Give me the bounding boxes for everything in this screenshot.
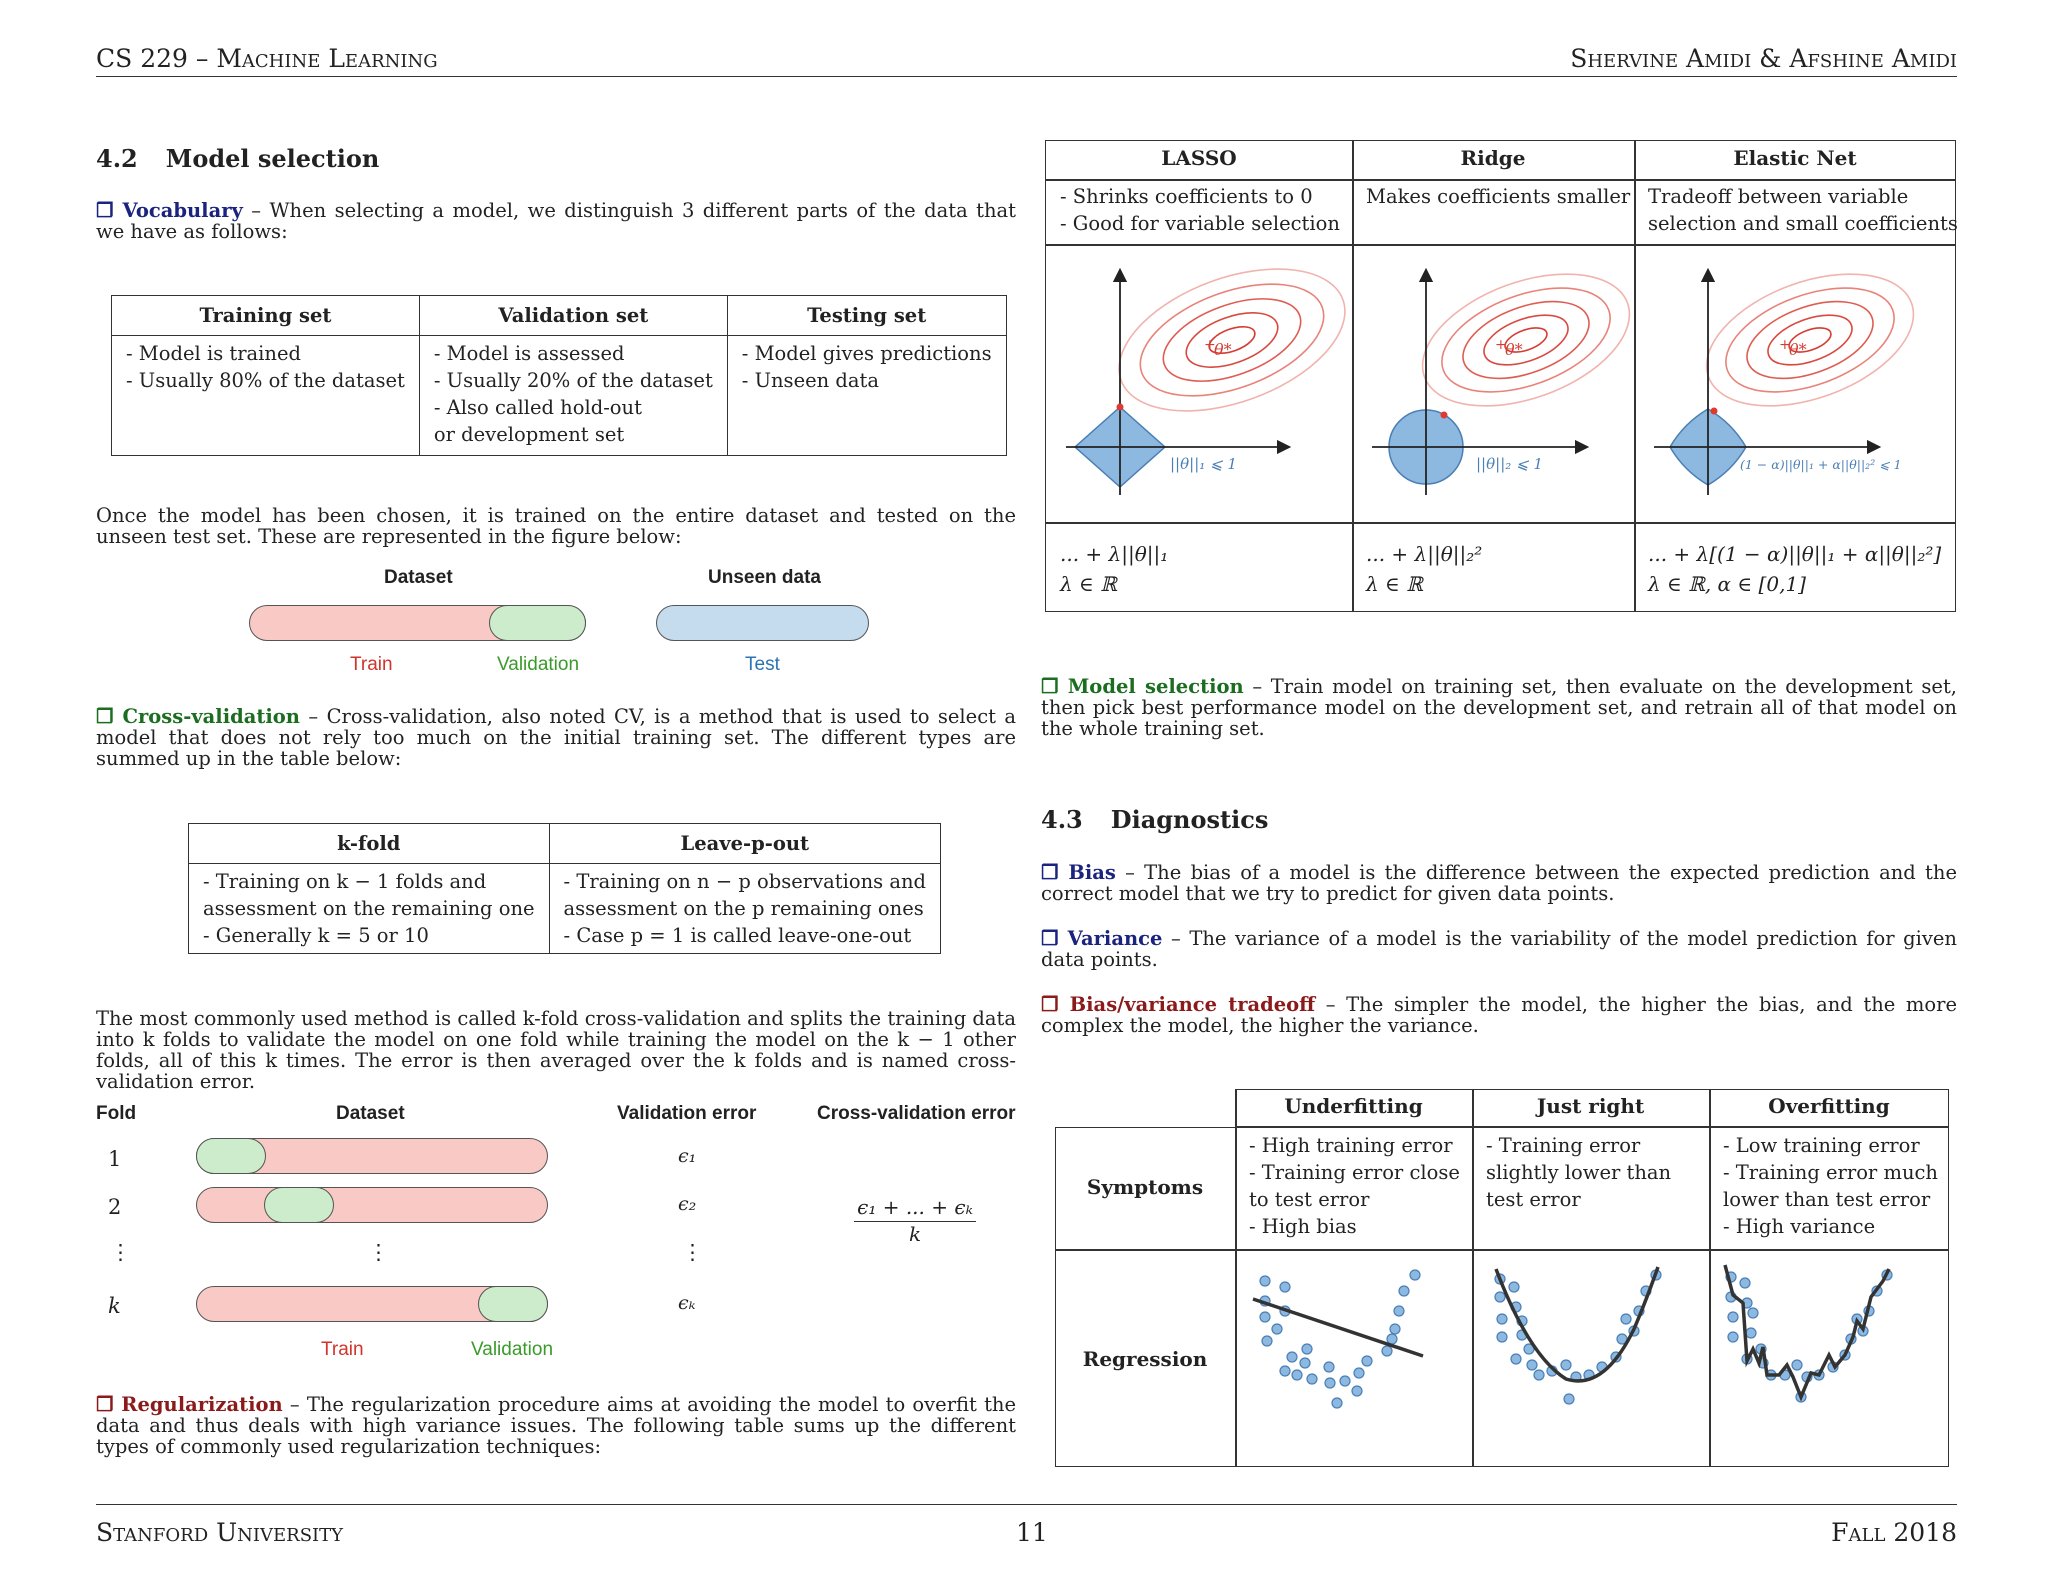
model-selection-paragraph — [1041, 676, 1957, 739]
page-number: 11 — [1016, 1518, 1048, 1547]
cell-training: - Model is trained - Usually 80% of the dataset — [112, 336, 420, 456]
footer-left: Stanford University — [96, 1518, 344, 1547]
th-just-right: Just right — [1536, 1094, 1645, 1118]
th-kfold: k-fold — [189, 824, 550, 864]
cv-term: ❒ Cross-validation — [96, 705, 300, 728]
fig1-validation-bar — [489, 605, 586, 641]
fig1-train-label: Train — [350, 654, 393, 675]
fig2-dataset-header: Dataset — [336, 1103, 405, 1124]
error-1: ϵ₁ — [678, 1145, 697, 1167]
elastic-plot — [1634, 245, 1956, 522]
th-overfitting: Overfitting — [1768, 1094, 1890, 1118]
fig2-val-error-header: Validation error — [617, 1103, 757, 1124]
lasso-desc: - Shrinks coefficients to 0 - Good for variable selection — [1060, 185, 1340, 235]
cell-validation: - Model is assessed - Usually 20% of the dataset - Also called hold-out or development set — [419, 336, 727, 456]
section-title: Model selection — [165, 144, 380, 173]
lasso-penalty: ... + λ||θ||₁ λ ∈ ℝ — [1060, 542, 1169, 596]
variance-text: – The variance of a model is the variability of the model prediction for given data points. — [1041, 927, 1957, 971]
cell-testing: - Model gives predictions - Unseen data — [727, 336, 1006, 456]
cv-table — [188, 823, 941, 954]
ridge-constraint: ||θ||₂ ⩽ 1 — [1476, 455, 1543, 473]
th-validation: Validation set — [419, 296, 727, 336]
sets-table — [111, 295, 1007, 456]
fold-dots-label: ⋮ — [110, 1240, 131, 1264]
symptoms-overfitting: - Low training error - Training error much lower than test error - High variance — [1723, 1134, 1938, 1238]
ridge-penalty: ... + λ||θ||₂² λ ∈ ℝ — [1366, 542, 1483, 596]
section-title: Diagnostics — [1110, 805, 1269, 834]
fold-2-validation — [264, 1187, 334, 1223]
reg-term: ❒ Regularization — [96, 1393, 283, 1416]
lasso-constraint: ||θ||₁ ⩽ 1 — [1170, 455, 1237, 473]
lasso-theta-star: θ* — [1214, 340, 1232, 359]
fold-k-label: k — [108, 1294, 121, 1318]
error-k: ϵₖ — [678, 1292, 696, 1314]
diag-table — [1055, 1089, 1949, 1467]
fig1-test-bar — [656, 605, 869, 641]
elastic-penalty: ... + λ[(1 − α)||θ||₁ + α||θ||₂²] λ ∈ ℝ, α ∈ [0,1] — [1648, 542, 1942, 596]
reg-text: – The regularization procedure aims at avoiding the model to overfit the data and thus deals with high variance issues. The following table sums up the different types of commonly used regularization techniques: — [96, 1393, 1017, 1458]
fig2-validation-label: Validation — [471, 1339, 554, 1360]
footer-rule — [96, 1504, 1957, 1505]
svg-text:+: + — [1204, 337, 1216, 353]
bias-paragraph — [1041, 862, 1957, 904]
reg-paragraph — [96, 1394, 1016, 1457]
formula-numerator: ϵ₁ + ... + ϵₖ — [854, 1195, 976, 1222]
cv-text: – Cross-validation, also noted CV, is a method that is used to select a model that does not rely too much on the initial training set. The different types are summed up in the table below: — [96, 705, 1016, 770]
chosen-paragraph: Once the model has been chosen, it is trained on the entire dataset and tested on the unseen test set. These are represented in the figure below: — [96, 504, 1016, 548]
th-testing: Testing set — [727, 296, 1006, 336]
th-leave-p-out: Leave-p-out — [549, 824, 940, 864]
elastic-constraint: (1 − α)||θ||₁ + α||θ||₂² ⩽ 1 — [1740, 457, 1902, 472]
header-right: Shervine Amidi & Afshine Amidi — [1570, 44, 1957, 73]
symptoms-underfitting: - High training error - Training error close to test error - High bias — [1249, 1134, 1460, 1238]
fig2-cv-error-header: Cross-validation error — [817, 1103, 1016, 1124]
row-regression: Regression — [1082, 1347, 1208, 1371]
vocab-term: ❒ Vocabulary — [96, 199, 243, 222]
ms-term: ❒ Model selection — [1041, 675, 1244, 698]
variance-term: ❒ Variance — [1041, 927, 1163, 950]
section-4-2-heading — [96, 144, 379, 173]
cell-leave-p-out: - Training on n − p observations and assessment on the p remaining ones - Case p = 1 is called leave-one-out — [549, 864, 940, 954]
fold-2-bar — [196, 1187, 548, 1223]
header-rule — [96, 76, 1957, 77]
ridge-solution-point — [1441, 412, 1448, 419]
dataset-dots: ⋮ — [368, 1240, 389, 1264]
footer-right: Fall 2018 — [1831, 1518, 1957, 1547]
bias-text: – The bias of a model is the difference between the expected prediction and the correct model that we try to predict for given data points. — [1041, 861, 1957, 905]
cv-paragraph — [96, 706, 1016, 769]
fig1-unseen-label: Unseen data — [708, 567, 821, 588]
section-number: 4.2 — [96, 144, 138, 173]
lasso-plot — [1046, 245, 1352, 522]
variance-paragraph — [1041, 928, 1957, 970]
fig2-fold-header: Fold — [96, 1103, 137, 1124]
underfit-plot — [1237, 1251, 1471, 1465]
elastic-solution-point — [1711, 408, 1718, 415]
just-right-plot — [1474, 1251, 1708, 1465]
fold-2-label: 2 — [108, 1195, 122, 1219]
bias-term: ❒ Bias — [1041, 861, 1116, 884]
cell-kfold: - Training on k − 1 folds and assessment on the remaining one - Generally k = 5 or 10 — [189, 864, 550, 954]
fold-1-validation — [196, 1138, 266, 1174]
bias-variance-text: – The simpler the model, the higher the bias, and the more complex the model, the higher the variance. — [1041, 993, 1957, 1037]
ms-text: – Train model on training set, then evaluate on the development set, then pick best performance model on the development set, and retrain all of that model on the whole training set. — [1041, 675, 1957, 740]
row-symptoms: Symptoms — [1086, 1175, 1204, 1199]
overfit-plot — [1711, 1251, 1947, 1465]
fold-1-label: 1 — [108, 1147, 122, 1171]
th-ridge: Ridge — [1460, 146, 1526, 170]
section-4-3-heading — [1041, 805, 1268, 834]
symptoms-just-right: - Training error slightly lower than test error — [1486, 1134, 1672, 1211]
fig1-test-label: Test — [745, 654, 780, 675]
error-dots: ⋮ — [682, 1240, 703, 1264]
th-training: Training set — [112, 296, 420, 336]
ridge-desc: Makes coefficients smaller — [1366, 185, 1631, 208]
svg-text:+: + — [1495, 337, 1507, 353]
fig2-train-label: Train — [321, 1339, 364, 1360]
ridge-theta-star: θ* — [1505, 340, 1523, 359]
vocab-text: – When selecting a model, we distinguish 3 different parts of the data that we have as follows: — [96, 199, 1016, 243]
svg-text:+: + — [1779, 337, 1791, 353]
bias-variance-paragraph — [1041, 994, 1957, 1036]
section-number: 4.3 — [1041, 805, 1083, 834]
th-lasso: LASSO — [1161, 146, 1237, 170]
error-2: ϵ₂ — [678, 1193, 697, 1215]
th-underfitting: Underfitting — [1284, 1094, 1423, 1118]
elastic-theta-star: θ* — [1789, 340, 1807, 359]
bias-variance-term: ❒ Bias/variance tradeoff — [1041, 993, 1316, 1016]
fig1-dataset-label: Dataset — [384, 567, 453, 588]
cv-error-formula — [854, 1195, 976, 1246]
th-elastic-net: Elastic Net — [1733, 146, 1857, 170]
fig1-validation-label: Validation — [497, 654, 580, 675]
reg-table — [1045, 140, 1956, 612]
lasso-solution-point — [1117, 404, 1124, 411]
formula-denominator: k — [908, 1222, 922, 1246]
fold-k-validation — [478, 1286, 548, 1322]
ridge-plot — [1352, 245, 1634, 522]
elastic-desc: Tradeoff between variable selection and small coefficients — [1648, 185, 1958, 235]
header-left: CS 229 – Machine Learning — [96, 44, 438, 73]
kfold-paragraph: The most commonly used method is called k-fold cross-validation and splits the training data into k folds to validate the model on one fold while training the model on the k − 1 other folds, all of this k times. The error is then averaged over the k folds and is named cross-validation error. — [96, 1007, 1016, 1093]
vocab-paragraph — [96, 200, 1016, 242]
